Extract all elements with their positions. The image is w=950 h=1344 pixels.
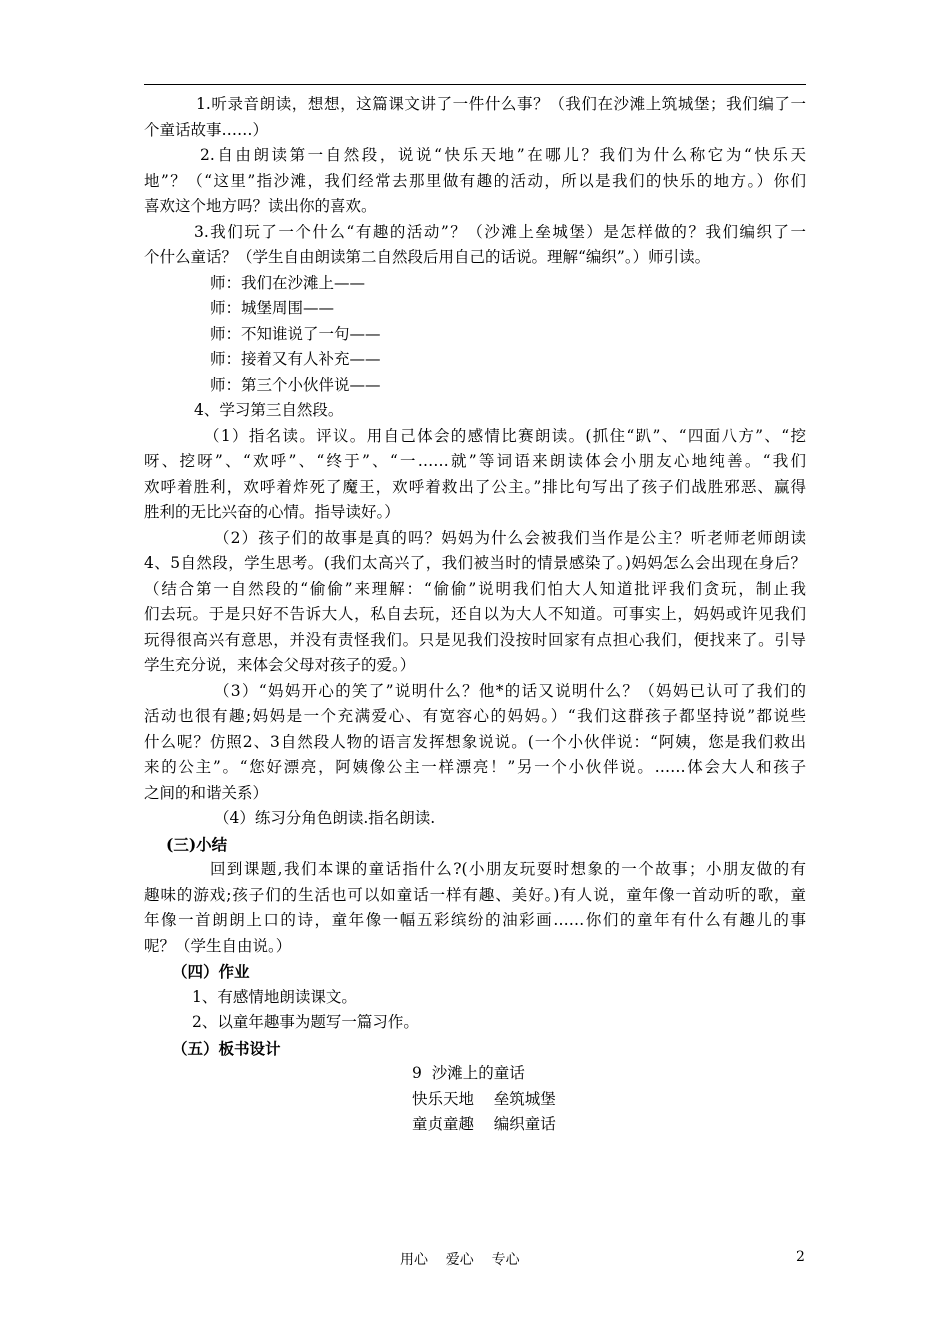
page-number: 2 (796, 1249, 805, 1265)
board-row: 快乐天地 垒筑城堡 (412, 1089, 556, 1108)
board-title: 9 沙滩上的童话 (412, 1064, 525, 1082)
text-line: 欢呼着胜利，欢呼着炸死了魔王，欢呼着救出了公主。”排比句写出了孩子们战胜邪恶、赢得 (144, 477, 806, 496)
text-line: 胜利的无比兴奋的心情。指导读好。） (144, 503, 400, 521)
text-line: （结合第一自然段的“偷偷”来理解：“偷偷”说明我们怕大人知道批评我们贪玩，制止我 (144, 579, 806, 598)
text-line: （3）“妈妈开心的笑了”说明什么？他*的话又说明什么？（妈妈已认可了我们的 (214, 681, 806, 700)
text-line: 1、有感情地朗读课文。 (192, 987, 357, 1006)
text-line: 们去玩。于是只好不告诉大人，私自去玩，还自以为大人不知道。可事实上，妈妈或许见我们 (144, 605, 806, 623)
section-heading: (三)小结 (166, 834, 228, 854)
teacher-line: 师：接着又有人补充—— (210, 350, 381, 368)
text-line: 回到课题,我们本课的童话指什么?(小朋友玩耍时想象的一个故事；小朋友做的有 (210, 860, 806, 878)
text-line: 趣味的游戏;孩子们的生活也可以如童话一样有趣、美好。)有人说，童年像一首动听的歌，童 (144, 885, 806, 904)
text-line: 呢？（学生自由说。） (144, 936, 292, 955)
text-line: 活动也很有趣;妈妈是一个充满爱心、有宽容心的妈妈。）“我们这群孩子都坚持说”都说些 (144, 707, 806, 725)
document-body (144, 92, 806, 1138)
header-rule (144, 84, 806, 85)
text-line: 个童话故事……） (144, 120, 269, 139)
text-line: 地”？（“这里”指沙滩，我们经常去那里做有趣的活动，所以是我们的快乐的地方。）你们 (144, 171, 806, 190)
text-line: （1）指名读。评议。用自己体会的感情比赛朗读。(抓住“趴”、“四面八方”、“挖 (204, 426, 806, 445)
text-line: （4）练习分角色朗读.指名朗读. (214, 809, 436, 827)
text-line: 呀、挖呀”、“欢呼”、“终于”、“一……就”等词语来朗读体会小朋友心地纯善。“我们 (144, 452, 806, 470)
text-line: 4、学习第三自然段。 (194, 401, 344, 419)
section-heading: （五）板书设计 (172, 1038, 281, 1058)
section-heading: （四）作业 (172, 962, 250, 981)
footer-motto: 用心 爱心 专心 (400, 1252, 520, 1268)
board-row: 童贞童趣 编织童话 (412, 1115, 556, 1133)
teacher-line: 师：不知谁说了一句—— (210, 324, 381, 343)
text-line: 4、5自然段，学生思考。(我们太高兴了，我们被当时的情景感染了。)妈妈怎么会出现在身后？ (144, 554, 806, 572)
text-line: 3.我们玩了一个什么“有趣的活动”？（沙滩上垒城堡）是怎样做的？我们编织了一 (194, 222, 806, 241)
text-line: 个什么童话？（学生自由朗读第二自然段后用自己的话说。理解“编织”。）师引读。 (144, 248, 711, 266)
board-design (412, 1061, 806, 1138)
text-line: （2）孩子们的故事是真的吗？妈妈为什么会被我们当作是公主？听老师老师朗读 (214, 528, 806, 547)
text-line: 2、以童年趣事为题写一篇习作。 (192, 1013, 419, 1031)
text-line: 喜欢这个地方吗？读出你的喜欢。 (144, 197, 377, 215)
text-line: 年像一首朗朗上口的诗，童年像一幅五彩缤纷的油彩画……你们的童年有什么有趣儿的事 (144, 911, 806, 929)
text-line: 2.自由朗读第一自然段，说说“快乐天地”在哪儿？我们为什么称它为“快乐天 (200, 146, 806, 164)
teacher-line: 师：第三个小伙伴说—— (210, 375, 381, 394)
teacher-line: 师：我们在沙滩上—— (210, 273, 366, 292)
text-line: 学生充分说，来体会父母对孩子的爱。） (144, 656, 416, 674)
text-line: 1.听录音朗读，想想，这篇课文讲了一件什么事？（我们在沙滩上筑城堡；我们编了一 (196, 95, 806, 113)
teacher-line: 师：城堡周围—— (210, 299, 335, 317)
text-line: 什么呢？仿照2、3自然段人物的语言发挥想象说说。(一个小伙伴说：“阿姨，您是我们救出 (144, 732, 806, 751)
text-line: 来的公主”。“您好漂亮，阿姨像公主一样漂亮！”另一个小伙伴说。……体会大人和孩子 (144, 758, 806, 776)
text-line: 之间的和谐关系） (144, 783, 269, 802)
text-line: 玩得很高兴有意思，并没有责怪我们。只是见我们没按时回家有点担心我们，便找来了。引导 (144, 630, 806, 649)
